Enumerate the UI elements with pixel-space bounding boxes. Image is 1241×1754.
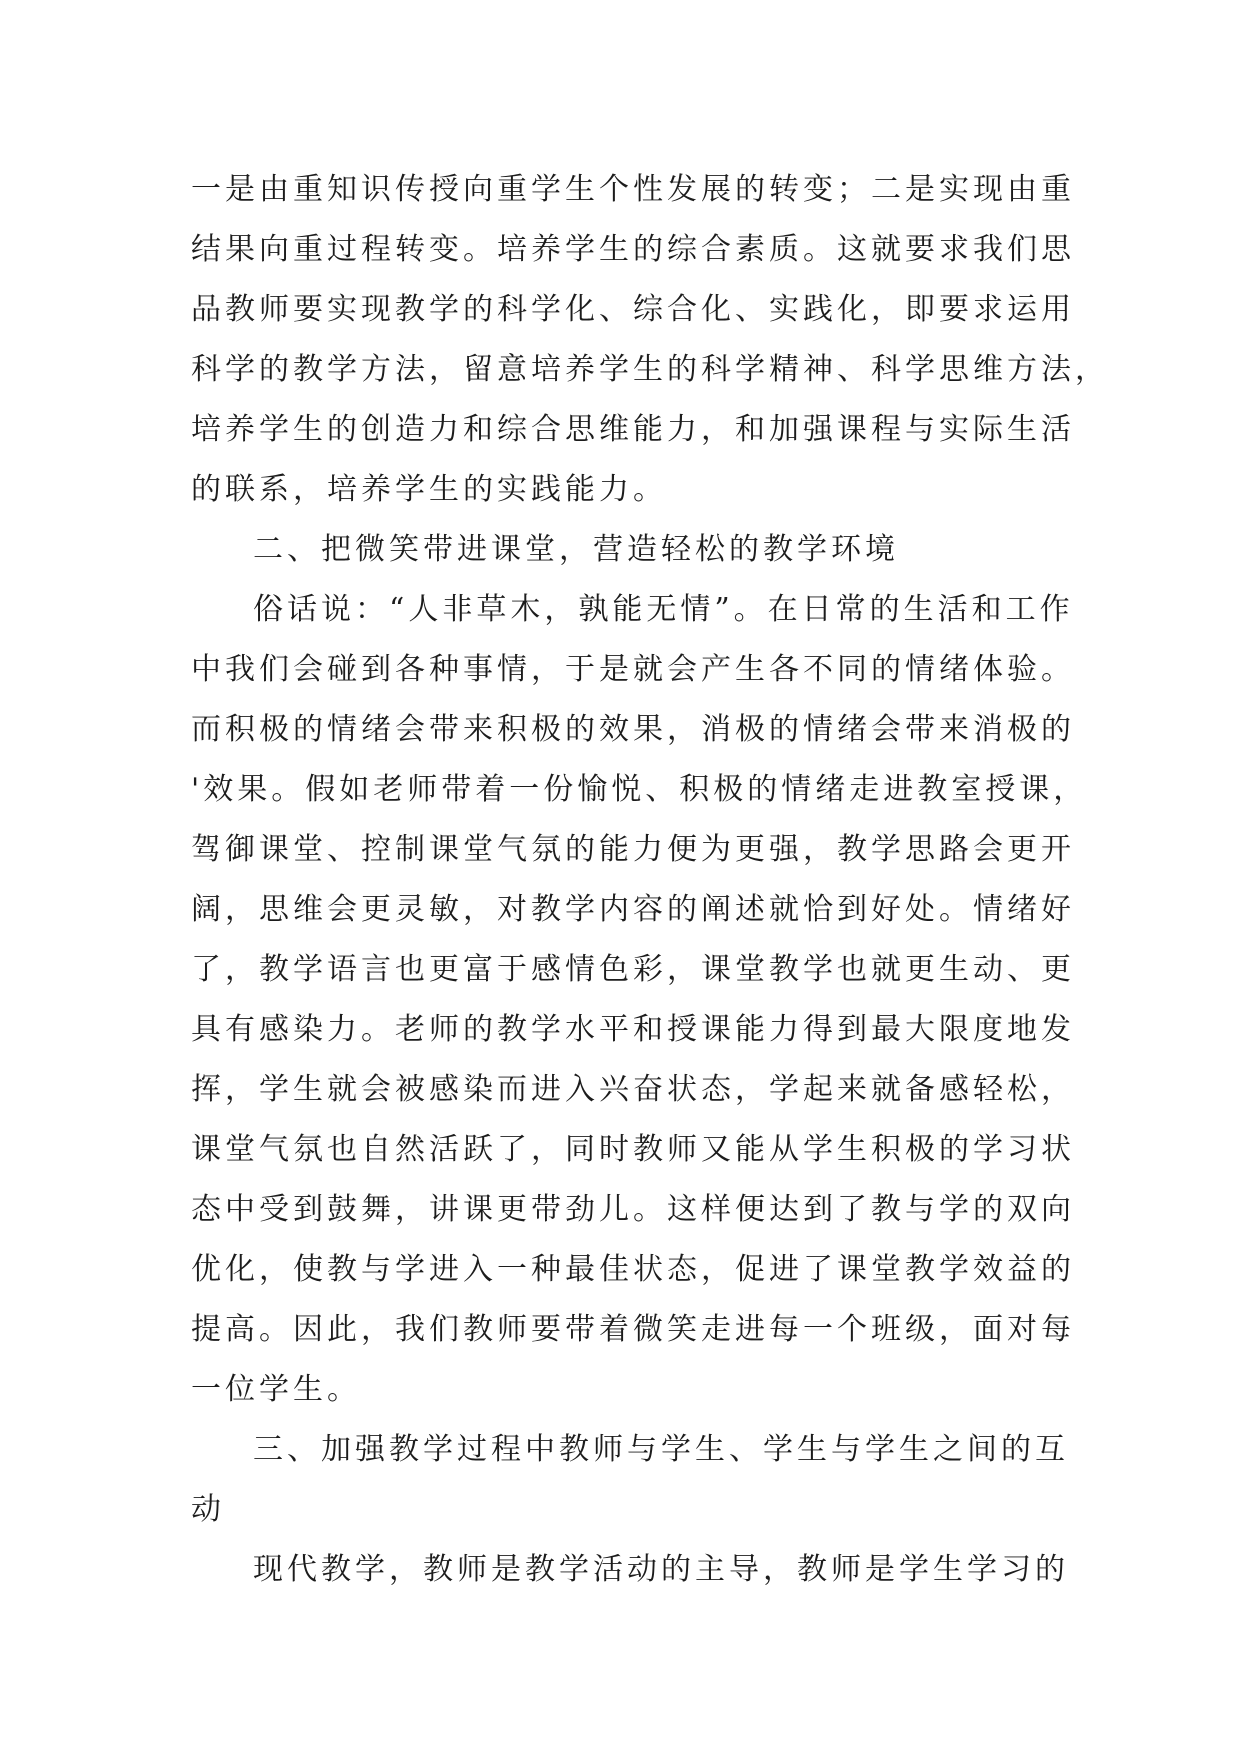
section-heading-2: 二、把微笑带进课堂，营造轻松的教学环境 (253, 532, 899, 567)
text-line: 驾御课堂、控制课堂气氛的能力便为更强，教学思路会更开 (191, 832, 1075, 867)
text-line: 而积极的情绪会带来积极的效果，消极的情绪会带来消极的 (191, 712, 1075, 747)
text-line: 课堂气氛也自然活跃了，同时教师又能从学生积极的学习状 (191, 1132, 1075, 1167)
paragraph-3 (191, 1540, 1071, 1600)
text-line: 中我们会碰到各种事情，于是就会产生各不同的情绪体验。 (191, 652, 1075, 687)
paragraph-1 (191, 160, 1109, 520)
text-line: 品教师要实现教学的科学化、综合化、实践化，即要求运用 (191, 292, 1075, 327)
text-line: 科学的教学方法，留意培养学生的科学精神、科学思维方法， (191, 352, 1109, 387)
text-line: 提高。因此，我们教师要带着微笑走进每一个班级，面对每 (191, 1312, 1075, 1347)
text-line: 一是由重知识传授向重学生个性发展的转变；二是实现由重 (191, 172, 1075, 207)
text-line: 三、加强教学过程中教师与学生、学生与学生之间的互 (253, 1432, 1069, 1467)
text-line: 的联系，培养学生的实践能力。 (191, 472, 667, 507)
text-line: 一位学生。 (191, 1372, 361, 1407)
text-line: 了，教学语言也更富于感情色彩，课堂教学也就更生动、更 (191, 952, 1075, 987)
text-line: 优化，使教与学进入一种最佳状态，促进了课堂教学效益的 (191, 1252, 1075, 1287)
section-heading-3 (191, 1420, 1071, 1540)
text-line: '效果。假如老师带着一份愉悦、积极的情绪走进教室授课， (191, 772, 1088, 807)
text-line: 俗话说：“人非草木，孰能无情”。在日常的生活和工作 (253, 592, 1074, 627)
document-body (191, 160, 1109, 1600)
text-line: 结果向重过程转变。培养学生的综合素质。这就要求我们思 (191, 232, 1075, 267)
paragraph-2 (191, 580, 1088, 1420)
text-line: 具有感染力。老师的教学水平和授课能力得到最大限度地发 (191, 1012, 1075, 1047)
text-line: 阔，思维会更灵敏，对教学内容的阐述就恰到好处。情绪好 (191, 892, 1075, 927)
text-line: 态中受到鼓舞，讲课更带劲儿。这样便达到了教与学的双向 (191, 1192, 1075, 1227)
text-line: 动 (191, 1492, 225, 1527)
text-line: 现代教学，教师是教学活动的主导，教师是学生学习的 (253, 1552, 1069, 1587)
text-line: 培养学生的创造力和综合思维能力，和加强课程与实际生活 (191, 412, 1075, 447)
text-line: 挥，学生就会被感染而进入兴奋状态，学起来就备感轻松， (191, 1072, 1075, 1107)
